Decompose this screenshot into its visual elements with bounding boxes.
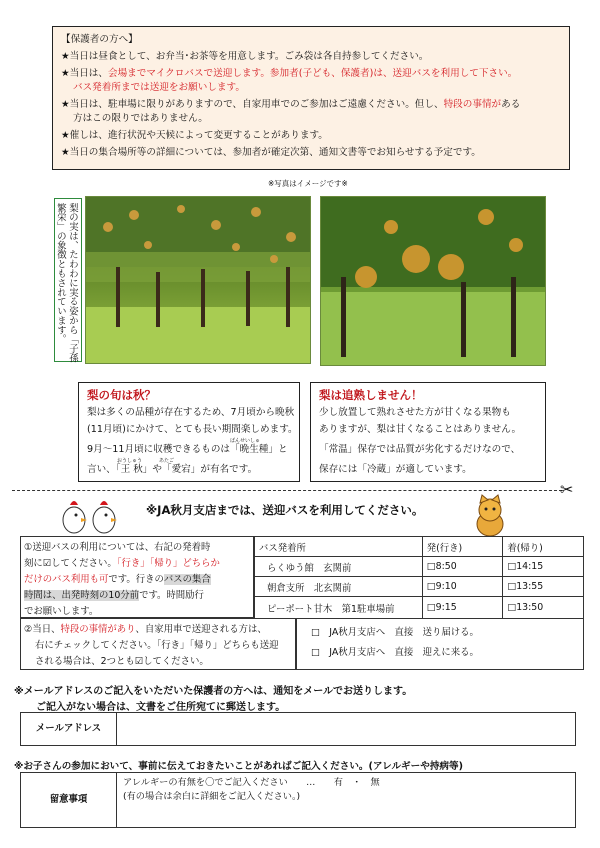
pear-ripening-box [310, 382, 546, 482]
pear-ripening-heading: 梨は追熟しません！ [319, 388, 423, 402]
note1-line3: だけのバス利用も可です。行きのバスの集合 [24, 574, 211, 585]
email-label: メールアドレス [21, 713, 117, 745]
note2-line3: される場合は、2つとも☑してください。 [35, 656, 209, 667]
remarks-field[interactable] [119, 773, 575, 827]
remarks-label: 留意事項 [21, 773, 117, 827]
schedule-back-checkbox[interactable]: □14:15 [503, 557, 584, 577]
cut-line [12, 490, 562, 491]
pear-ripening-line-3: 「常温」保存では品質が劣化するだけなので、 [319, 444, 521, 455]
email-note-2: ご記入がない場合は、文書をご住所宛てに郵送します。 [36, 702, 286, 713]
pear-season-box [78, 382, 300, 482]
pear-photo-2 [320, 196, 546, 366]
ruby-bansei: ばんせいしゅ [230, 438, 261, 444]
schedule-go-checkbox[interactable]: □9:10 [422, 577, 503, 597]
guardian-notice-box [52, 26, 570, 170]
bus-usage-notes [20, 536, 254, 618]
note2-line2: 右にチェックしてください。「行き」「帰り」どちらも送迎 [35, 640, 279, 651]
ruby-atago: あたご [159, 458, 175, 464]
note1-line4: 時間は、出発時刻の10分前です。時間励行 [24, 590, 204, 601]
vertical-text-col2: 繁栄」の象徴ともされています。 [55, 203, 66, 344]
table-row [255, 597, 584, 619]
guardian-line-2: ★当日は、会場までマイクロバスで送迎します。参加者(子ども、保護者)は、送迎バスを利用して下さい。 [61, 68, 518, 79]
schedule-place: 朝倉支所 北玄関前 [255, 577, 423, 597]
guardian-line-4: ★当日は、駐車場に限りがありますので、自家用車でのご参加はご遠慮ください。但し、特段の事情がある [61, 99, 521, 110]
ruby-oushuu: おうしゅう [117, 458, 143, 464]
note2-line1: ②当日、特段の事情があり、自家用車で送迎される方は、 [24, 624, 267, 635]
option-pick-up-checkbox[interactable]: □ JA秋月支店へ 直接 迎えに来る。 [311, 647, 479, 658]
email-field[interactable] [119, 713, 575, 745]
bus-title: ※JA秋月支店までは、送迎バスを利用してください。 [146, 503, 424, 517]
pear-season-heading: 梨の旬は秋？ [87, 388, 156, 402]
pear-ripening-line-1: 少し放置して熟れさせた方が甘くなる果物も [319, 407, 511, 418]
scissors-icon: ✂ [560, 480, 574, 499]
schedule-back-checkbox[interactable]: □13:55 [503, 577, 584, 597]
schedule-go-checkbox[interactable]: □8:50 [422, 557, 503, 577]
private-car-options [296, 618, 584, 670]
schedule-place: ピーポート甘木 第1駐車場前 [255, 597, 423, 619]
table-row [255, 557, 584, 577]
pear-season-line-2: (11月頃)にかけて、とても長い期間楽しめます。 [87, 424, 298, 435]
guardian-line-7: ★当日の集合場所等の詳細については、参加者が確定次第、通知文書等でお知らせする予定です。 [61, 147, 481, 158]
note1-line5: でお願いします。 [24, 606, 99, 617]
guardian-line-3: バス発着所までは送迎をお願いします。 [73, 82, 245, 93]
pear-ripening-line-2: ありますが、梨は甘くなることはありません。 [319, 424, 522, 435]
remarks-note: ※お子さんの参加において、事前に伝えておきたいことがあればご記入ください。(アレルギーや持病等) [14, 761, 463, 772]
allergy-question: アレルギーの有無を〇でご記入ください … 有 ・ 無 [123, 777, 380, 788]
pear-season-line-3: 9月～11月頃に収穫できるものは「晩生種」と [87, 444, 288, 455]
vertical-note-box [54, 198, 82, 362]
guardian-title: 【保護者の方へ】 [61, 34, 138, 45]
email-note-1: ※メールアドレスのご記入をいただいた保護者の方へは、通知をメールでお送りします。 [14, 686, 413, 697]
chicken-mascot-icon [54, 496, 126, 536]
pear-ripening-line-4: 保存には「冷蔵」が適しています。 [319, 464, 472, 475]
email-row [20, 712, 576, 746]
schedule-go-checkbox[interactable]: □9:15 [422, 597, 503, 619]
schedule-header-back: 着(帰り) [503, 537, 584, 557]
guardian-line-5: 方はこの限りではありません。 [73, 113, 208, 124]
allergy-detail-note: (有の場合は余白に詳細をご記入ください。) [123, 791, 301, 802]
remarks-row [20, 772, 576, 828]
schedule-back-checkbox[interactable]: □13:50 [503, 597, 584, 619]
cat-mascot-icon [470, 494, 510, 538]
option-drop-off-checkbox[interactable]: □ JA秋月支店へ 直接 送り届ける。 [311, 627, 479, 638]
note1-line2: 刻に☑してください。「行き」「帰り」どちらか [24, 558, 220, 569]
private-car-notes [20, 618, 296, 670]
guardian-line-1: ★当日は昼食として、お弁当･お茶等を用意します。ごみ袋は各自持参してください。 [61, 51, 429, 62]
schedule-header-go: 発(行き) [422, 537, 503, 557]
photo-note: ※写真はイメージです※ [268, 179, 348, 188]
vertical-text-col1: 梨の実は、たわわに実る姿から「子孫 [67, 203, 78, 363]
schedule-place: らくゆう館 玄関前 [255, 557, 423, 577]
pear-season-line-4: 言い、「王 秋」や「愛宕」が有名です。 [87, 464, 258, 475]
schedule-header-place: バス発着所 [255, 537, 423, 557]
pear-season-line-1: 梨は多くの品種が存在するため、7月頃から晩秋 [87, 407, 295, 418]
guardian-line-6: ★催しは、進行状況や天候によって変更することがあります。 [61, 130, 328, 141]
table-row [255, 577, 584, 597]
bus-schedule-table [254, 536, 584, 619]
orchard-photo-1 [85, 196, 311, 364]
note1-line1: ①送迎バスの利用については、右記の発着時 [24, 542, 211, 553]
